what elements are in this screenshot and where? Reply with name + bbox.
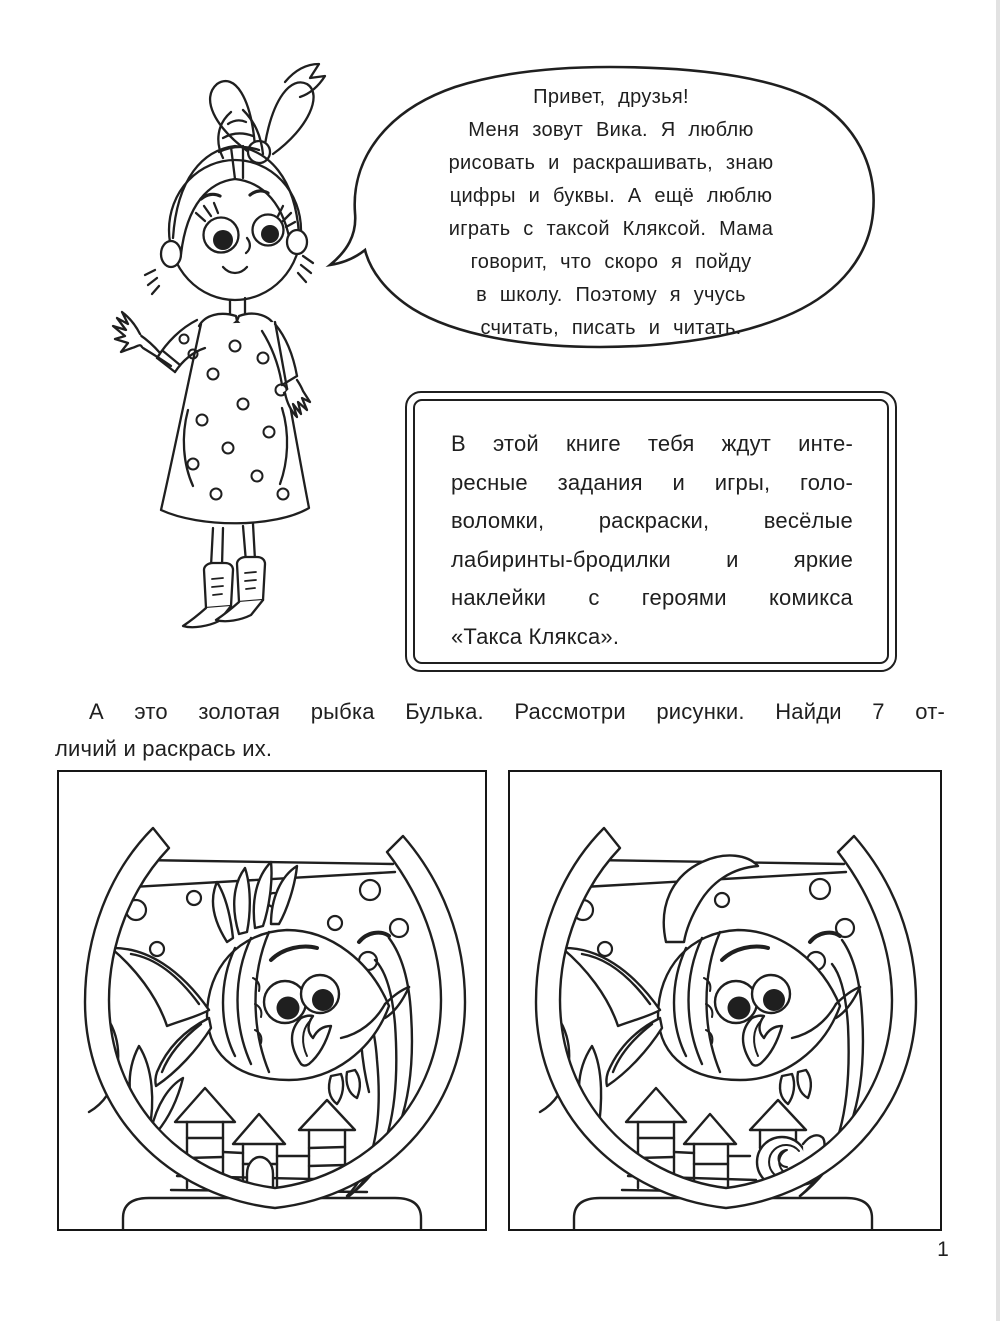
water-line <box>115 860 395 888</box>
left-arm <box>113 312 205 372</box>
legs-boots <box>183 524 265 627</box>
info-box-text: В этой книге тебя ждут инте- ресные задания и игры, голо- воломки, раскраски, весёлые лабиринты-бродилки и яркие наклейки с героями комикса «Такса Клякса». <box>451 431 853 649</box>
speech-bubble <box>325 55 885 355</box>
body-dress <box>113 298 310 523</box>
ventral-fins <box>780 1070 811 1104</box>
left-ear <box>161 241 181 267</box>
speech-bubble-text: Привет, друзья! Меня зовут Вика. Я люблю рисовать и раскрашивать, знаю цифры и буквы. А ещё люблю играть с таксой Кляксой. Мама говорит, что скоро я пойду в школу. Поэтому я учусь считать, писать и читать. <box>448 86 774 339</box>
right-ear <box>287 230 307 254</box>
ventral-fins <box>329 1070 360 1104</box>
goldfish <box>562 855 860 1104</box>
task-text: А это золотая рыбка Булька. Рассмотри рисунки. Найди 7 от- личий и раскрась их. <box>55 699 945 761</box>
tail-fin <box>562 948 662 1086</box>
puzzle-picture-left <box>57 770 487 1231</box>
scan-edge <box>996 0 1000 1321</box>
puzzle-picture-right <box>508 770 942 1231</box>
info-box-inner-border <box>413 399 889 664</box>
info-box <box>405 391 897 672</box>
page-number: 1 <box>937 1238 949 1261</box>
head <box>145 146 313 300</box>
tail-fin <box>111 948 211 1086</box>
